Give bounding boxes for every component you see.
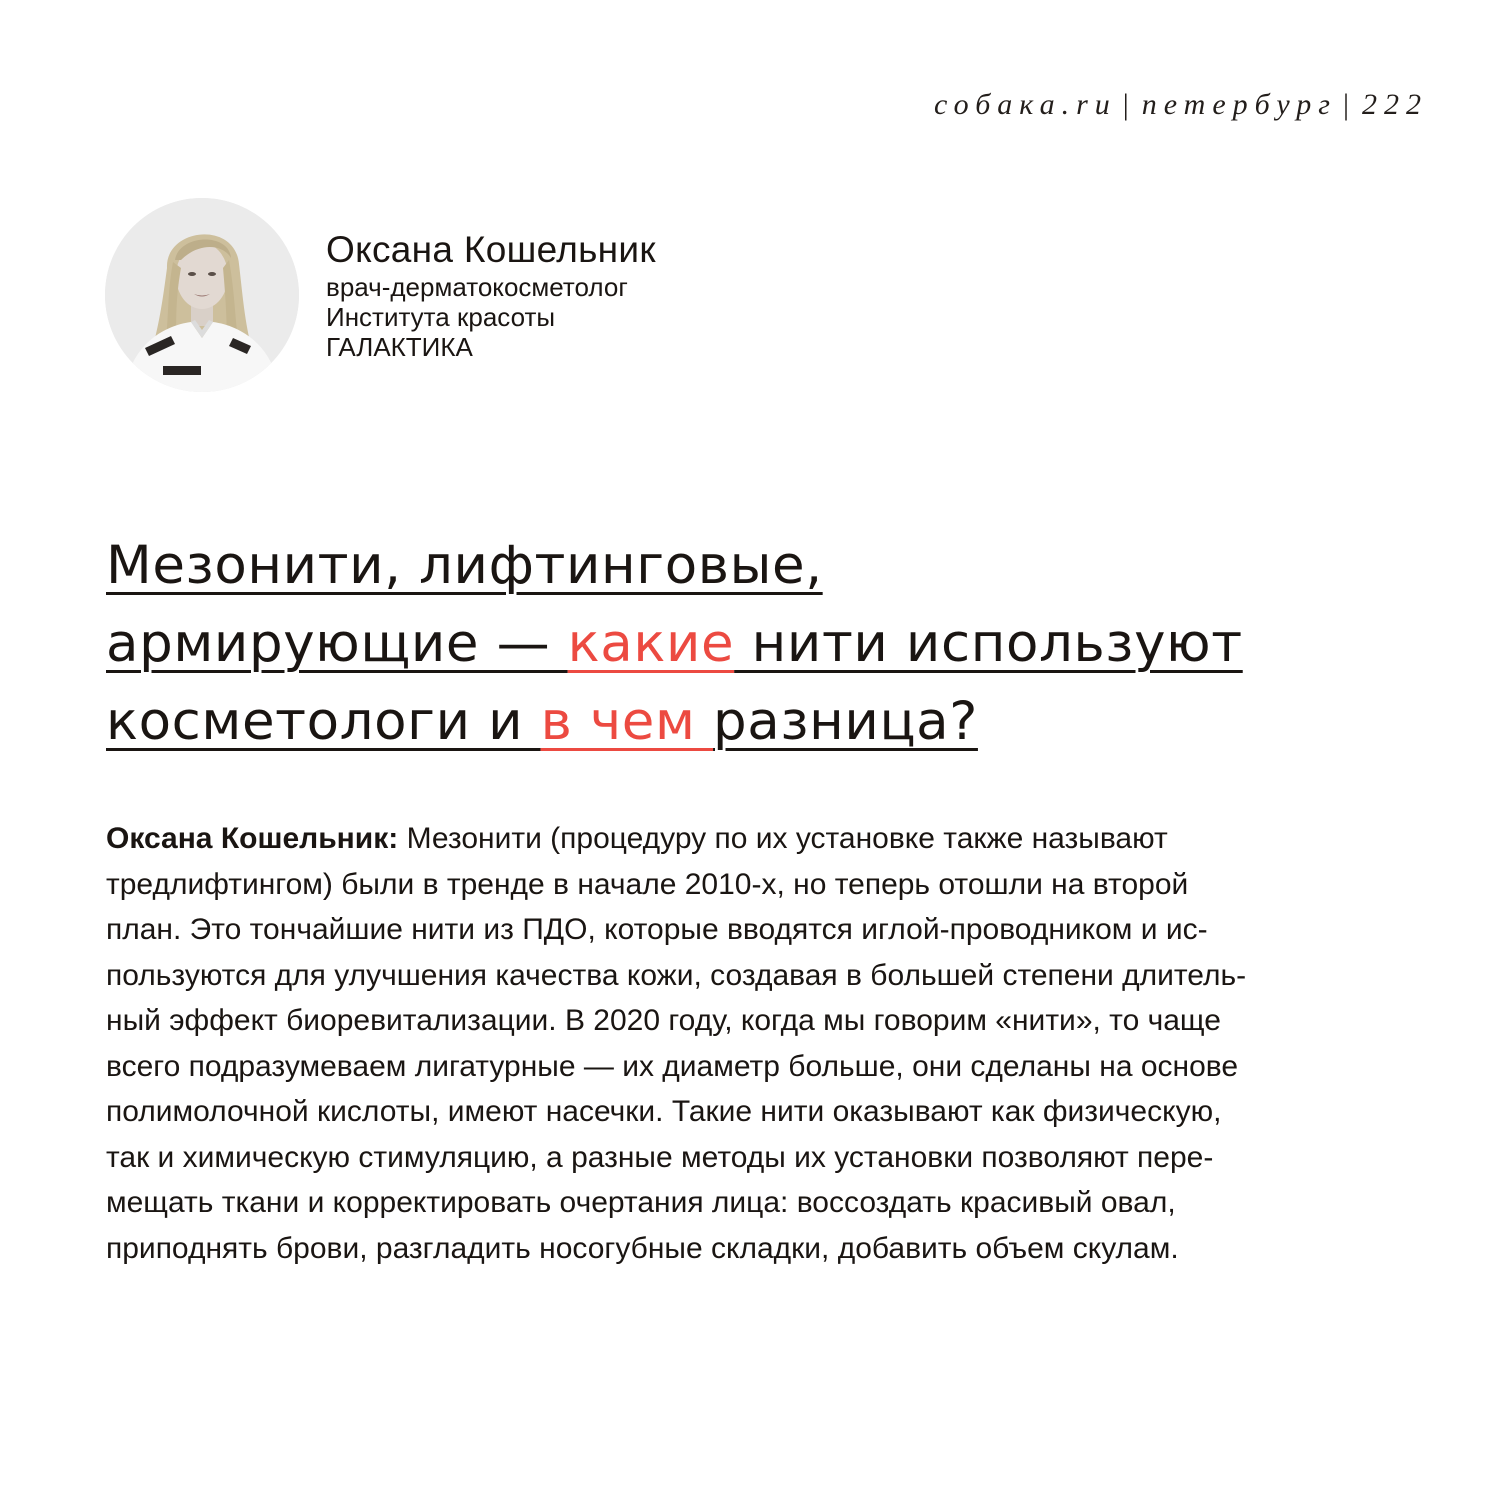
masthead-issue: 222 — [1362, 88, 1428, 121]
answer-paragraph — [106, 816, 1426, 1271]
headline-text: Мезонити, лифтинговые, — [106, 535, 823, 596]
masthead-city: петербург — [1141, 88, 1337, 121]
author-institute: Института красоты — [326, 302, 556, 332]
headline-text: нити используют — [734, 613, 1243, 674]
answer-line: всего подразумеваем лигатурные — их диаметр больше, они сделаны на основе — [106, 1049, 1239, 1083]
answer-line: так и химическую стимуляцию, а разные методы их установки позволяют пере- — [106, 1140, 1214, 1174]
masthead-separator: | — [1342, 88, 1356, 121]
headline-text: разница? — [713, 691, 978, 752]
answer-line: полимолочной кислоты, имеют насечки. Такие нити оказывают как физическую, — [106, 1095, 1222, 1128]
answer-text: Мезонити (процедуру по их установке также называют — [398, 822, 1168, 855]
author-role: врач-дерматокосметолог — [326, 272, 628, 302]
answer-line: мещать ткани и корректировать очертания лица: воссоздать красивый овал, — [106, 1186, 1176, 1219]
headline-text: армирующие — — [106, 613, 568, 674]
answer-line: ный эффект биоревитализации. В 2020 году, когда мы говорим «нити», то чаще — [106, 1004, 1221, 1037]
masthead-site: собака.ru — [934, 88, 1117, 121]
headline-accent: в чем — [540, 691, 714, 752]
masthead — [934, 88, 1428, 122]
headline-line-2 — [106, 605, 1436, 683]
answer-line: план. Это тончайшие нити из ПДО, которые вводятся иглой-проводником и ис- — [106, 913, 1208, 946]
article-headline — [106, 527, 1436, 761]
answer-line — [106, 816, 1426, 862]
author-company: ГАЛАКТИКА — [326, 332, 473, 362]
answer-line: тредлифтингом) были в тренде в начале 2010-х, но теперь отошли на второй — [106, 867, 1189, 901]
author-name: Оксана Кошельник — [326, 229, 656, 270]
speaker-name: Оксана Кошельник: — [106, 822, 399, 855]
headline-text: косметологи и — [106, 691, 541, 752]
author-info — [326, 228, 846, 362]
author-photo — [105, 198, 299, 392]
headline-accent: какие — [567, 613, 735, 674]
headline-line-3 — [106, 683, 1436, 761]
masthead-separator: | — [1122, 88, 1136, 121]
answer-line: пользуются для улучшения качества кожи, создавая в большей степени длитель- — [106, 958, 1247, 992]
answer-line: приподнять брови, разгладить носогубные складки, добавить объем скулам. — [106, 1231, 1179, 1265]
portrait-photo-icon — [105, 198, 299, 392]
headline-line-1 — [106, 527, 1436, 605]
